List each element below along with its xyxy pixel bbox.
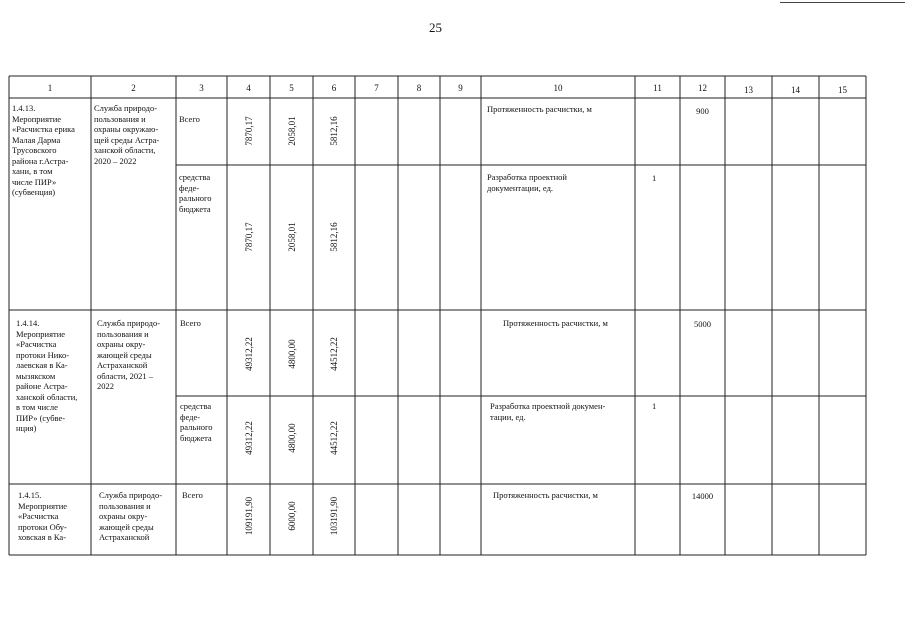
indicator: Протяженность расчистки, м xyxy=(487,104,592,114)
header-col-12: 12 xyxy=(698,83,707,93)
value-col-6: 103191,90 xyxy=(329,496,339,536)
funding-source-total: Всего xyxy=(180,318,201,328)
funding-source-federal: средства феде- рального бюджета xyxy=(180,401,213,443)
header-col-13: 13 xyxy=(744,85,753,95)
value-col-6: 44512,22 xyxy=(329,337,339,371)
header-col-15: 15 xyxy=(838,85,847,95)
value-col-4: 109191,90 xyxy=(244,496,254,536)
measure-1-4-13: 1.4.13. Мероприятие «Расчистка ерика Малая Дарма Трусовского района г.Астра- хани, в том числе ПИР» (субвенция) xyxy=(12,103,75,197)
value-col-6: 5812,16 xyxy=(329,222,339,252)
measure-1-4-14: 1.4.14. Мероприятие «Расчистка протоки Нико- лаевская в Ка- мызякском районе Астра- ханской области, в том числе ПИР» (субве- нция) xyxy=(16,318,78,433)
funding-source-total: Всего xyxy=(179,114,200,124)
header-col-5: 5 xyxy=(289,83,294,93)
value-col-4: 49312,22 xyxy=(244,421,254,455)
value-col-12: 5000 xyxy=(694,319,711,329)
measure-1-4-15: 1.4.15. Мероприятие «Расчистка протоки Обу- ховская в Ка- xyxy=(18,490,68,542)
header-col-6: 6 xyxy=(331,83,337,93)
header-col-2: 2 xyxy=(131,83,136,93)
executor-1-4-15: Служба природо- пользования и охраны окру- жающей среды Астраханской xyxy=(99,490,163,542)
executor-1-4-13: Служба природо- пользования и охраны окружаю- щей среды Астра- ханской области, 2020 – 2022 xyxy=(94,103,160,166)
value-col-4: 7870,17 xyxy=(244,116,254,146)
value-col-5: 4800,00 xyxy=(287,423,297,453)
indicator: Разработка проектной документации, ед. xyxy=(487,172,567,193)
header-col-3: 3 xyxy=(199,83,204,93)
value-col-5: 2058,01 xyxy=(287,222,297,252)
executor-1-4-14: Служба природо- пользования и охраны окру- жающей среды Астраханской области, 2021 – 2022 xyxy=(97,318,161,391)
indicator: Протяженность расчистки, м xyxy=(503,318,608,328)
value-col-5: 2058,01 xyxy=(287,116,297,146)
indicator: Разработка проектной докумен- тации, ед. xyxy=(490,401,606,422)
header-col-8: 8 xyxy=(416,83,422,93)
header-col-4: 4 xyxy=(246,83,251,93)
value-col-11: 1 xyxy=(652,173,657,183)
funding-source-federal: средства феде- рального бюджета xyxy=(179,172,212,214)
value-col-12: 14000 xyxy=(691,491,714,501)
value-col-6: 44512,22 xyxy=(329,421,339,455)
header-col-9: 9 xyxy=(458,83,463,93)
header-col-7: 7 xyxy=(374,83,379,93)
value-col-4: 49312,22 xyxy=(244,337,254,371)
header-col-14: 14 xyxy=(791,85,800,95)
value-col-5: 4800,00 xyxy=(287,339,297,369)
header-col-11: 11 xyxy=(653,83,662,93)
value-col-4: 7870,17 xyxy=(244,222,254,252)
header-col-10: 10 xyxy=(553,83,563,93)
value-col-5: 6000,00 xyxy=(287,501,297,531)
page-number: 25 xyxy=(429,20,442,35)
value-col-6: 5812,16 xyxy=(329,116,339,146)
header-col-1: 1 xyxy=(47,83,53,93)
value-col-11: 1 xyxy=(652,401,657,411)
indicator: Протяженность расчистки, м xyxy=(493,490,598,500)
funding-source-total: Всего xyxy=(182,490,203,500)
value-col-12: 900 xyxy=(696,106,709,116)
